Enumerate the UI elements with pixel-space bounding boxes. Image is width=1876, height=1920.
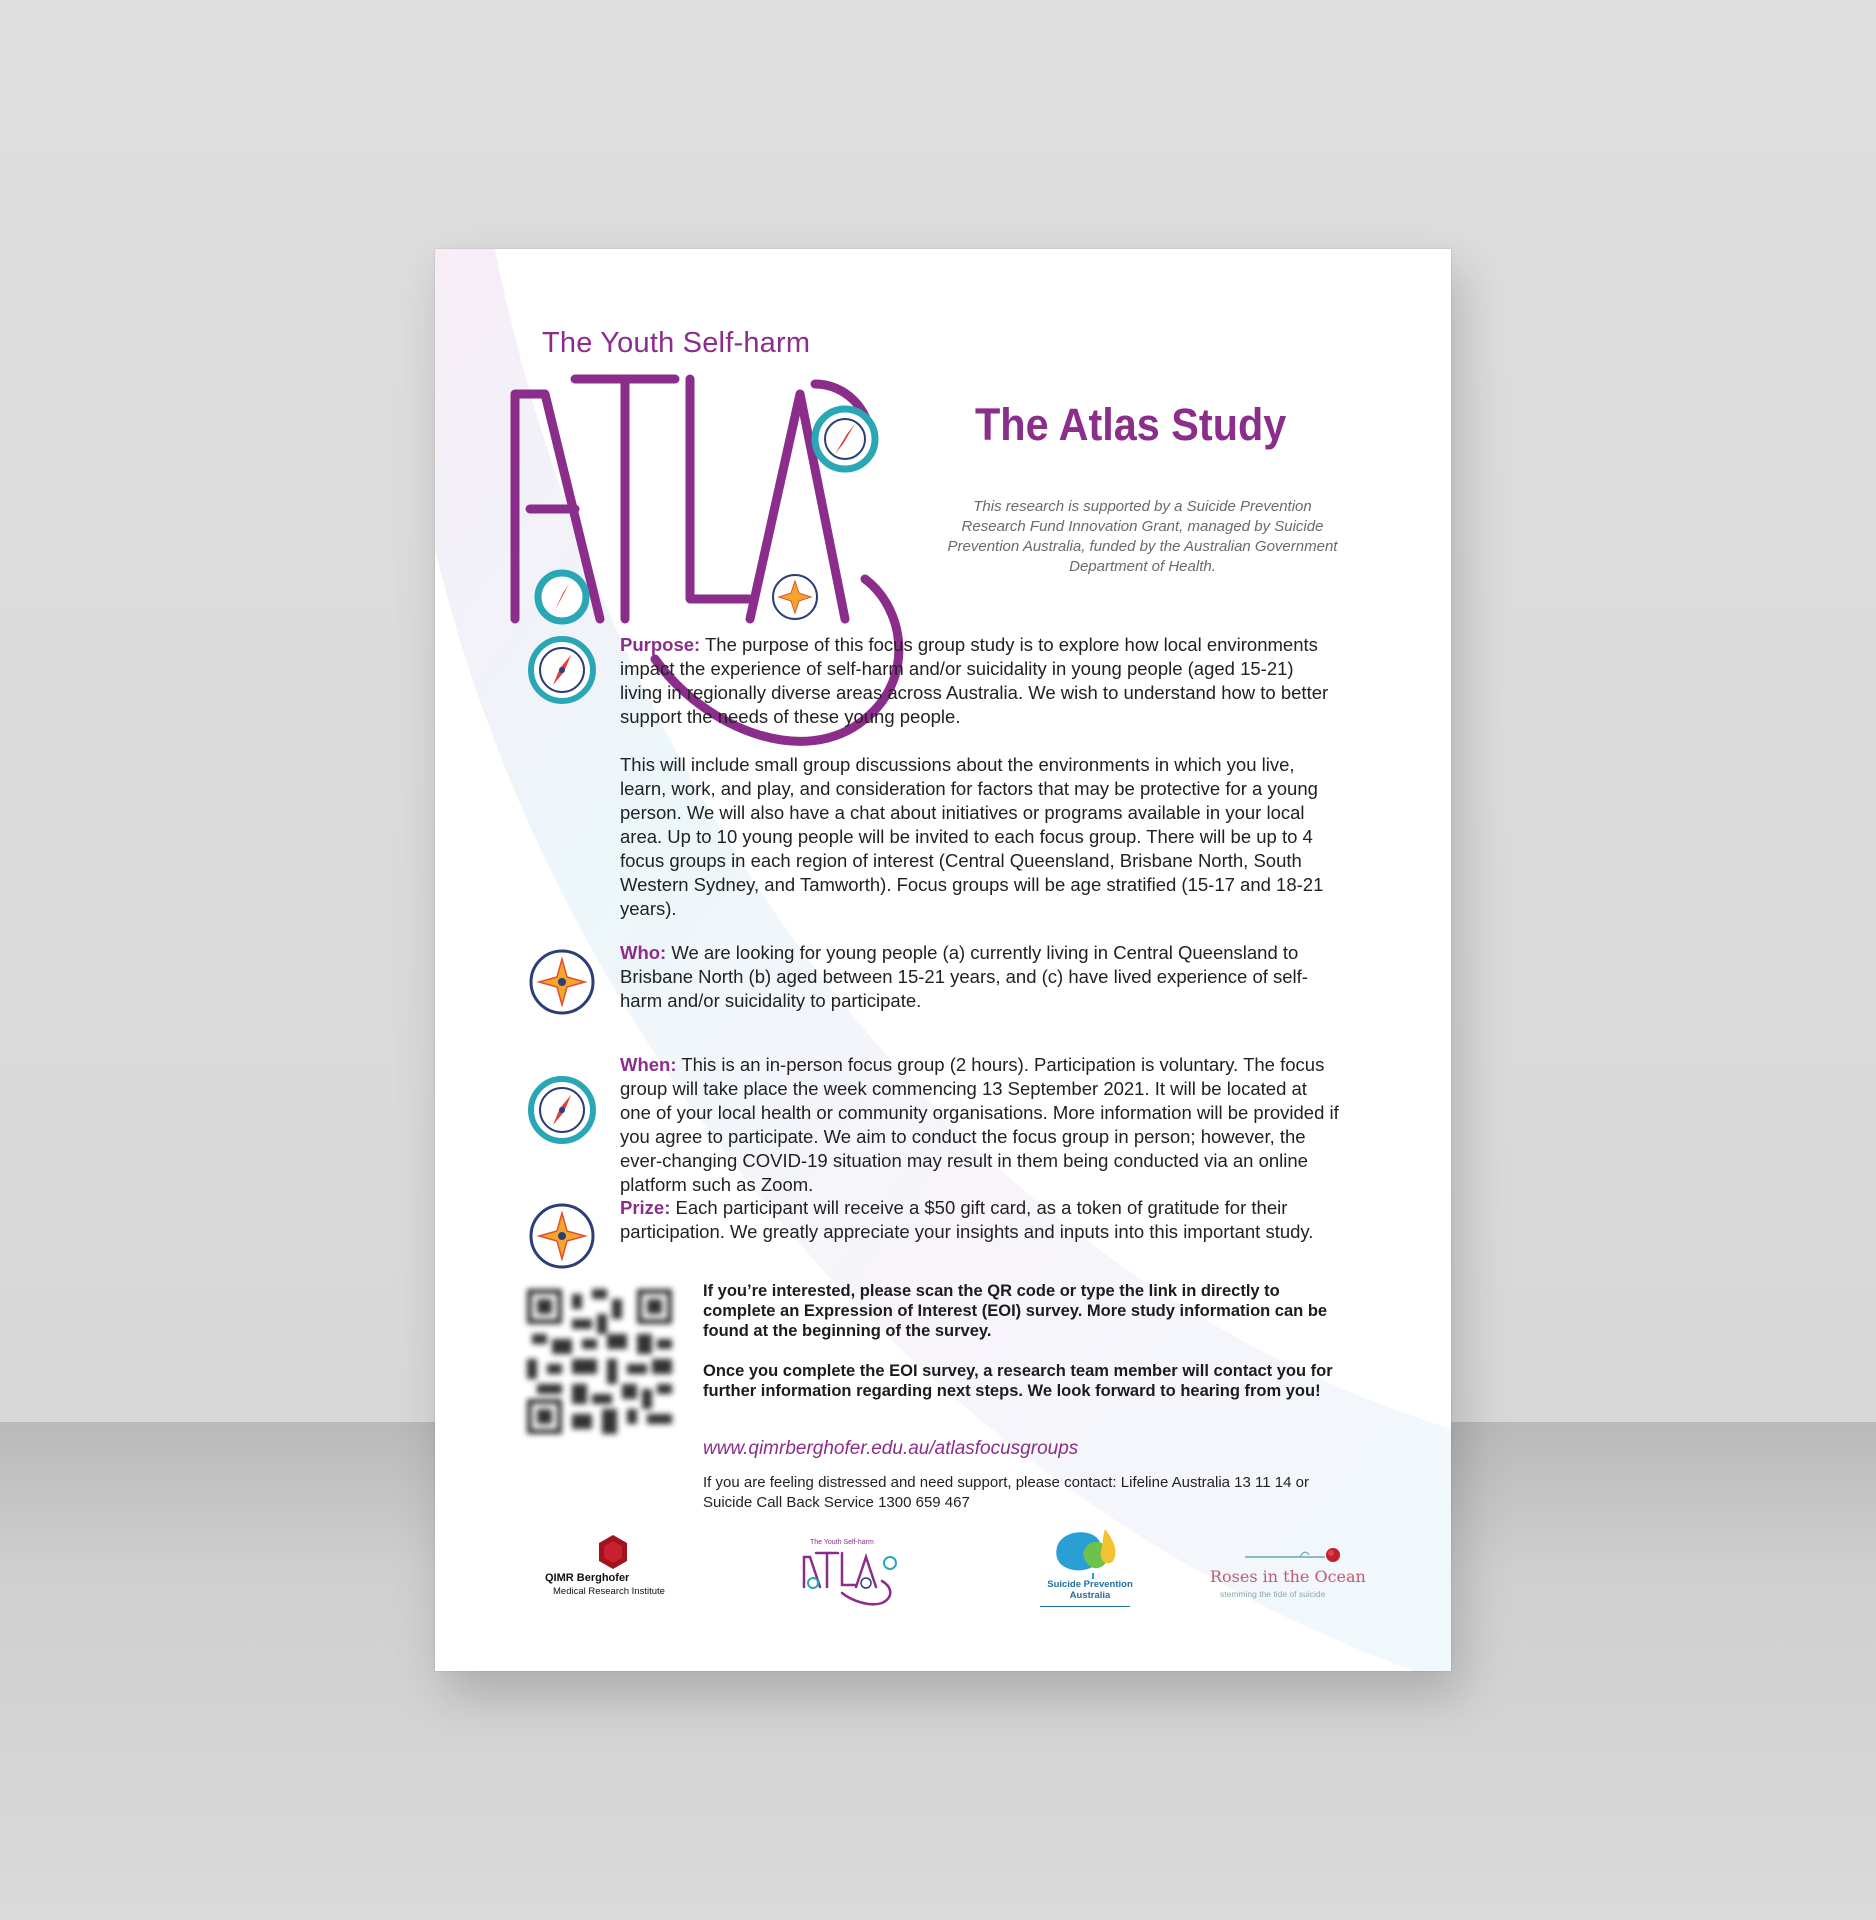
spa-underline xyxy=(1040,1606,1130,1607)
compass-rose-icon xyxy=(527,947,597,1017)
roses-name: Roses in the Ocean xyxy=(1210,1567,1366,1586)
compass-icon xyxy=(527,635,597,705)
compass-icon xyxy=(527,1075,597,1145)
suicide-prevention-australia-logo-icon xyxy=(1053,1527,1133,1579)
compass-icon-small xyxy=(815,409,875,469)
spa-name: Suicide Prevention Australia xyxy=(1047,1579,1133,1601)
cta-line-2: Once you complete the EOI survey, a research team member will contact you for further information regarding next steps. We look forward to hearing from you! xyxy=(703,1362,1333,1400)
who-label: Who: xyxy=(620,942,667,963)
atlas-mini-subtitle: The Youth Self-harm xyxy=(810,1539,874,1546)
poster xyxy=(435,249,1451,1671)
logo-subtitle: The Youth Self-harm xyxy=(542,327,811,359)
qr-code[interactable] xyxy=(527,1289,672,1434)
survey-link[interactable]: www.qimrberghofer.edu.au/atlasfocusgroups xyxy=(703,1438,1079,1459)
when-section xyxy=(620,1053,1340,1197)
compass-rose-icon xyxy=(527,1201,597,1271)
atlas-mini-logo-icon xyxy=(800,1549,910,1609)
prize-section xyxy=(620,1196,1340,1244)
prize-label: Prize: xyxy=(620,1197,671,1218)
grant-note: This research is supported by a Suicide Prevention Research Fund Innovation Grant, managed by Suicide Prevention Australia, funded by the Australian Government Department of Health. xyxy=(947,498,1338,575)
page-title: The Atlas Study xyxy=(975,399,1287,450)
purpose-text: The purpose of this focus group study is to explore how local environments impact the experience of self-harm and/or suicidality in young people (aged 15-21) living in regionally diverse areas across Australia. We wish to understand how to better support the needs of these young people. xyxy=(620,634,1329,727)
qimr-logo-icon xyxy=(598,1535,628,1569)
roses-subtitle: stemming the tide of suicide xyxy=(1220,1589,1326,1599)
purpose-label: Purpose: xyxy=(620,634,701,655)
who-section xyxy=(620,941,1340,1013)
who-text: We are looking for young people (a) currently living in Central Queensland to Brisbane North (b) aged between 15-21 years, and (c) have lived experience of self-harm and/or suicidality to participate. xyxy=(620,942,1308,1011)
qimr-name: QIMR Berghofer xyxy=(545,1572,630,1584)
prize-text: Each participant will receive a $50 gift card, as a token of gratitude for their participation. We greatly appreciate your insights and inputs into this important study. xyxy=(620,1197,1314,1242)
when-label: When: xyxy=(620,1054,677,1075)
call-to-action xyxy=(703,1281,1343,1421)
when-text: This is an in-person focus group (2 hours). Participation is voluntary. The focus group will take place the week commencing 13 September 2021. It will be located at one of your local health or community organisations. More information will be provided if you agree to participate. We aim to conduct the focus group in person; however, the ever-changing COVID-19 situation may result in them being conducted via an online platform such as Zoom. xyxy=(620,1054,1339,1195)
purpose-section xyxy=(620,633,1340,921)
purpose-text-2: This will include small group discussions about the environments in which you live, learn, work, and play, and consideration for factors that may be protective for a young person. We will also have a chat about initiatives or programs available in your local area. Up to 10 young people will be invited to each focus group. There will be up to 4 focus groups in each region of interest (Central Queensland, Brisbane North, South Western Sydney, and Tamworth). Focus groups will be age stratified (15-17 and 18-21 years). xyxy=(620,754,1324,919)
support-note: If you are feeling distressed and need support, please contact: Lifeline Australia 13 11 14 or Suicide Call Back Service 1300 659 467 xyxy=(703,1474,1309,1511)
qimr-subtitle: Medical Research Institute xyxy=(553,1586,665,1597)
cta-line-1: If you’re interested, please scan the QR code or type the link in directly to complete an Expression of Interest (EOI) survey. More study information can be found at the beginning of the survey. xyxy=(703,1282,1328,1340)
rose-icon xyxy=(1245,1545,1355,1565)
